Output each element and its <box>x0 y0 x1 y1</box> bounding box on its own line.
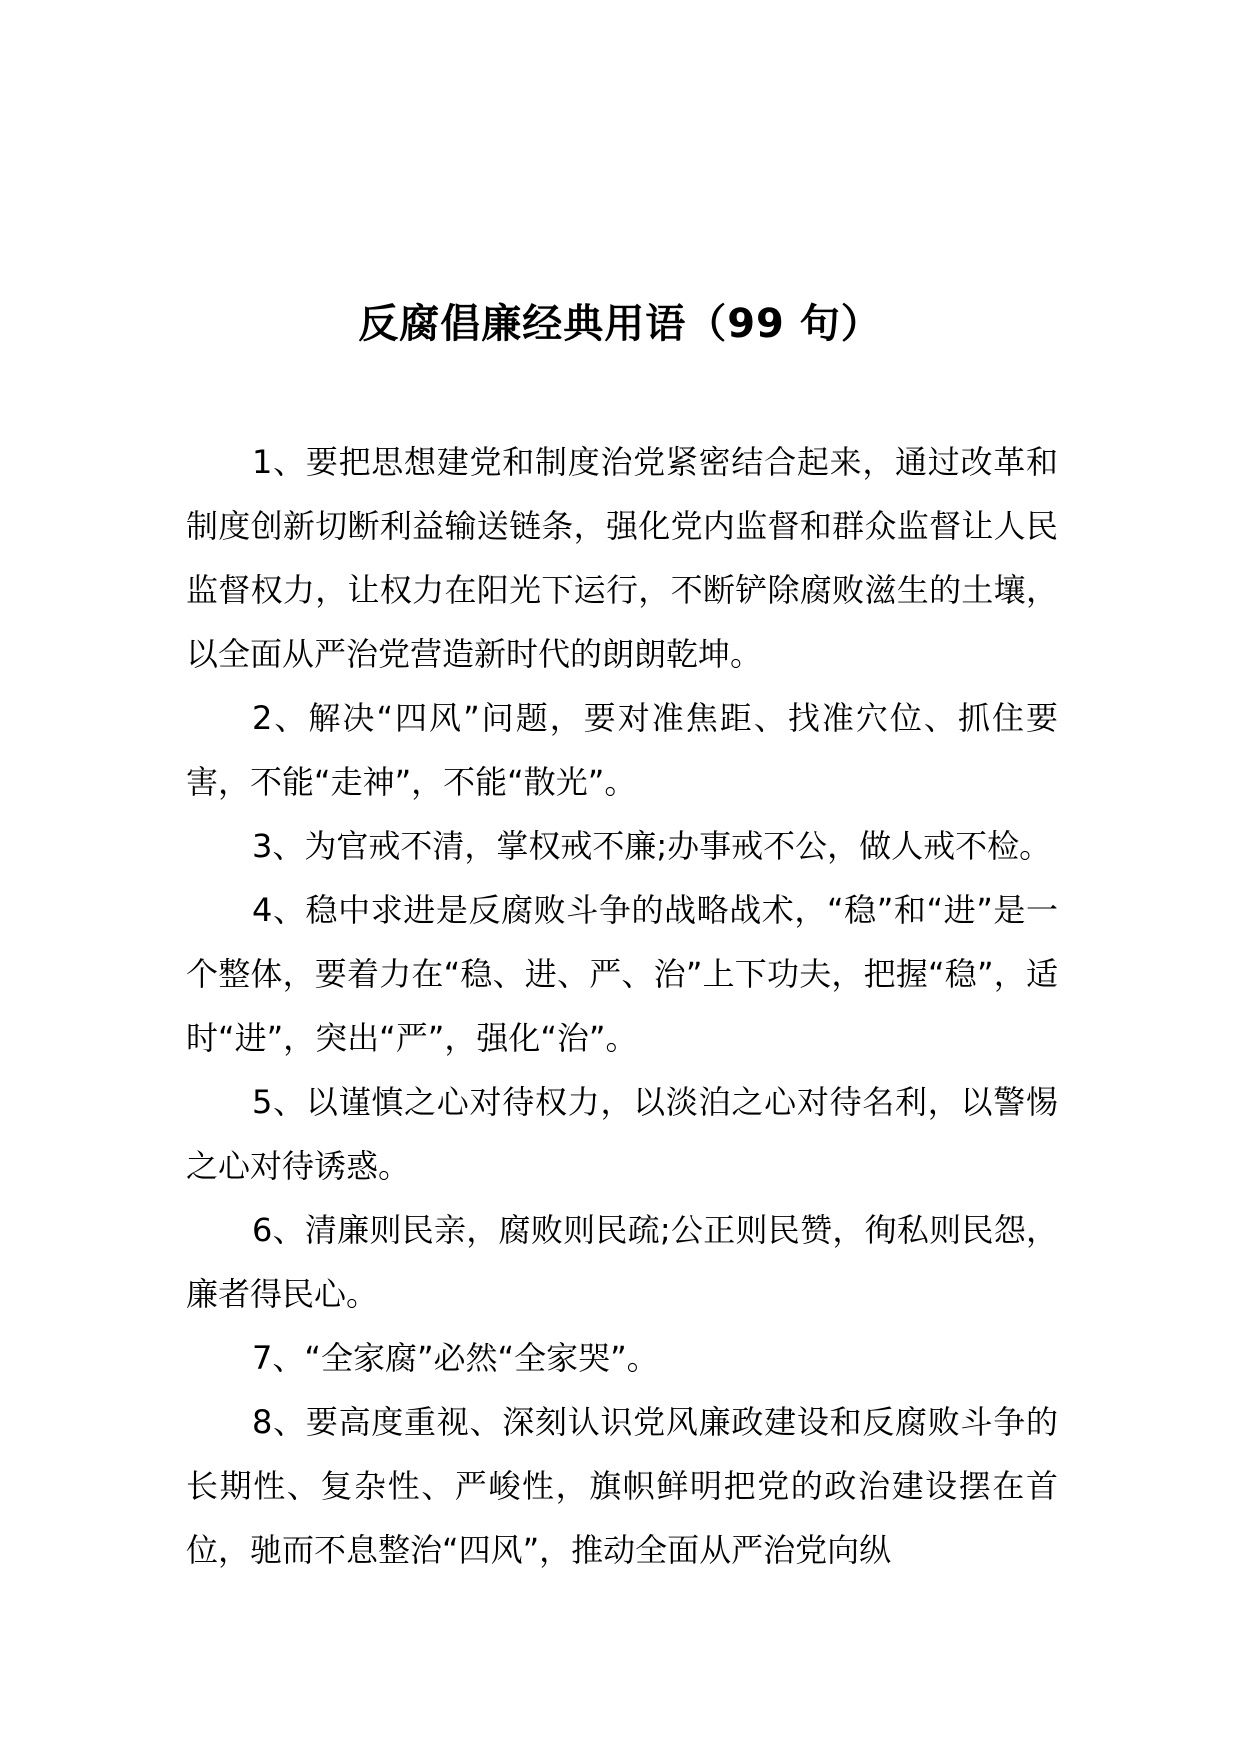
paragraph-3: 3、为官戒不清，掌权戒不廉;办事戒不公，做人戒不检。 <box>252 827 1052 865</box>
paragraph-4: 4、稳中求进是反腐败斗争的战略战术，“稳”和“进”是一个整体，要着力在“稳、进、严、治”上下功夫，把握“稳”，适时“进”，突出“严”，强化“治”。 <box>186 891 1058 1057</box>
paragraph-2: 2、解决“四风”问题，要对准焦距、找准穴位、抓住要害，不能“走神”，不能“散光”。 <box>186 699 1058 801</box>
paragraph-1: 1、要把思想建党和制度治党紧密结合起来，通过改革和制度创新切断利益输送链条，强化党内监督和群众监督让人民监督权力，让权力在阳光下运行，不断铲除腐败滋生的土壤，以全面从严治党营造新时代的朗朗乾坤。 <box>186 443 1058 673</box>
paragraph-8: 8、要高度重视、深刻认识党风廉政建设和反腐败斗争的长期性、复杂性、严峻性，旗帜鲜明把党的政治建设摆在首位，驰而不息整治“四风”，推动全面从严治党向纵 <box>186 1403 1058 1569</box>
paragraph-7: 7、“全家腐”必然“全家哭”。 <box>252 1339 659 1377</box>
document-body <box>186 430 1058 1582</box>
paragraph-5: 5、以谨慎之心对待权力，以淡泊之心对待名利，以警惕之心对待诱惑。 <box>186 1083 1058 1185</box>
paragraph-6: 6、清廉则民亲，腐败则民疏;公正则民赞，徇私则民怨，廉者得民心。 <box>186 1211 1058 1313</box>
document-title: 反腐倡廉经典用语（99 句） <box>358 301 882 347</box>
